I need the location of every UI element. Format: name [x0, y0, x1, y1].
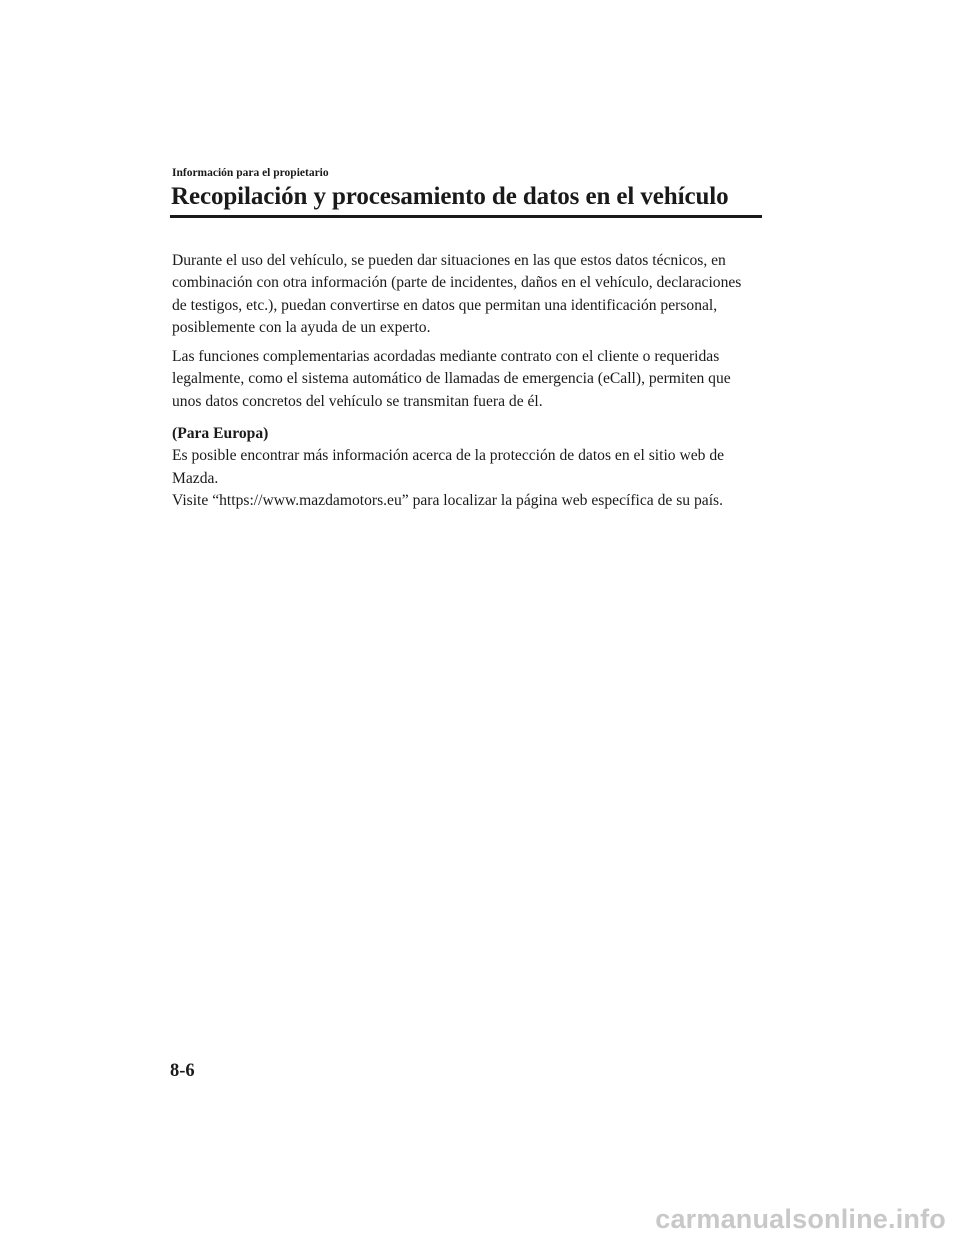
paragraph-line: de testigos, etc.), puedan convertirse en datos que permitan una identificación personal,	[172, 296, 718, 314]
paragraph-line: Durante el uso del vehículo, se pueden dar situaciones en las que estos datos técnicos, en	[172, 252, 726, 269]
paragraph-line: Mazda.	[172, 469, 219, 487]
paragraph-line: Es posible encontrar más información acerca de la protección de datos en el sitio web de	[172, 447, 725, 465]
europe-heading: (Para Europa)	[172, 425, 269, 442]
paragraph-line: legalmente, como el sistema automático de llamadas de emergencia (eCall), permiten que	[172, 370, 731, 388]
paragraph-line: Las funciones complementarias acordadas mediante contrato con el cliente o requeridas	[172, 348, 720, 365]
paragraph-line: unos datos concretos del vehículo se transmitan fuera de él.	[172, 392, 543, 410]
paragraph-line: combinación con otra información (parte de incidentes, daños en el vehículo, declaraciones	[172, 274, 742, 292]
paragraph-data-identification	[172, 250, 772, 340]
page-title: Recopilación y procesamiento de datos en el vehículo	[171, 183, 729, 210]
watermark: carmanualsonline.info	[655, 1204, 946, 1234]
paragraph-europe	[172, 423, 772, 513]
paragraph-line: posiblemente con la ayuda de un experto.	[172, 319, 431, 337]
paragraph-line: Visite “https://www.mazdamotors.eu” para localizar la página web específica de su país.	[172, 492, 723, 510]
page-number: 8-6	[170, 1061, 195, 1081]
paragraph-complementary-functions	[172, 346, 772, 413]
section-label: Información para el propietario	[172, 167, 329, 179]
title-rule	[170, 215, 762, 218]
